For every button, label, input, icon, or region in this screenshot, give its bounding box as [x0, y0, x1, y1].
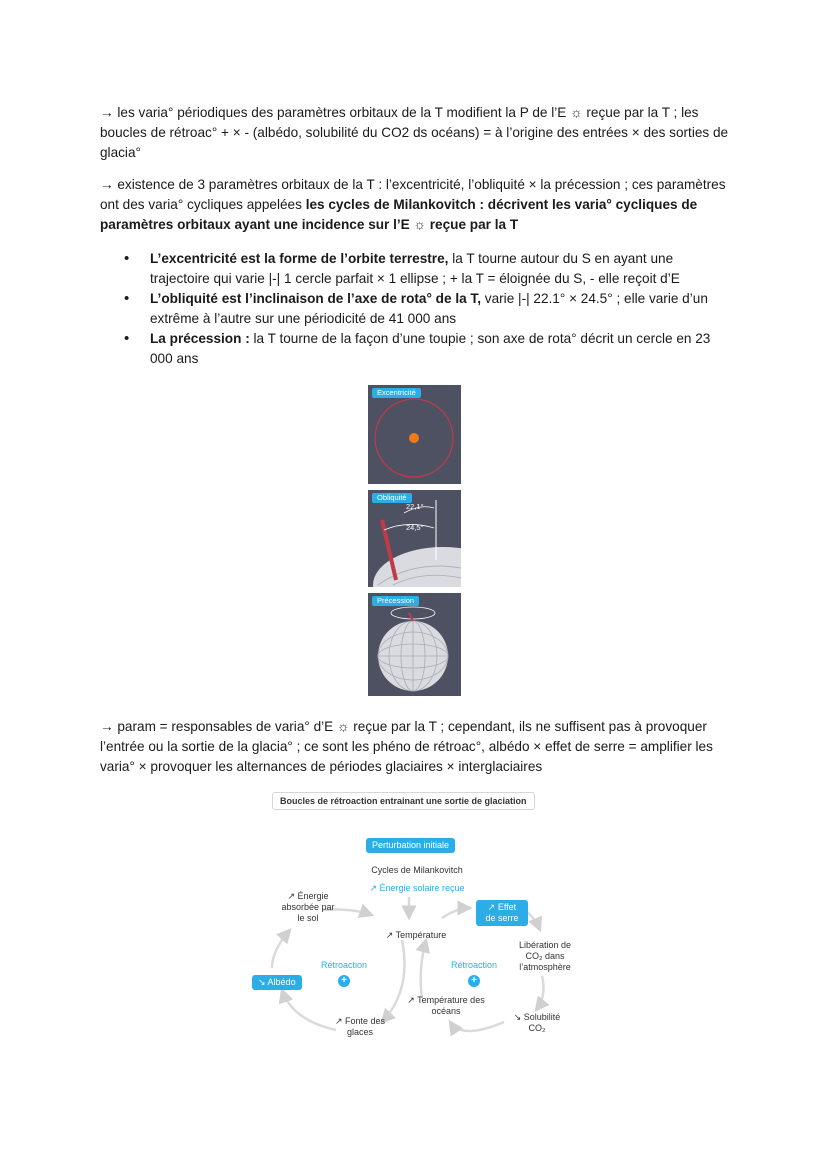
bullet-text: la T tourne autour du S en ayant une trajectoire qui varie |-| 1 cercle parfait × 1 ellipse ; + la T = éloignée du S, - elle reçoit d’E: [150, 251, 680, 286]
albedo-label: ↘ Albédo: [252, 975, 302, 990]
diagram-title: Boucles de rétroaction entrainant une sortie de glaciation: [272, 792, 535, 810]
bullet-precession: [124, 329, 730, 369]
paragraph-3: → param = responsables de varia° d’E ☼ reçue par la T ; cependant, ils ne suffisent pas à provoquer l’entrée ou la sortie de la glacia° ; ce sont les phéno de rétroac°, albédo × effet de serre = amplifier les varia° × provoquer les alternances de périodes glaciaires × interglaciaires: [100, 719, 713, 774]
precession-illustration: [368, 593, 461, 696]
milankovitch-label: Cycles de Milankovitch: [371, 865, 463, 875]
paragraph-1: → les varia° périodiques des paramètres orbitaux de la T modifient la P de l’E ☼ reçue par la T ; les boucles de rétroac° + × - (albédo, solubilité du CO2 ds océans) = à l’origine des entrées × des sorties de glacia°: [100, 105, 729, 160]
temperature-oceans-label: ↗ Température des océans: [407, 995, 485, 1016]
retroaction-right-label: Rétroaction: [450, 960, 498, 970]
angle-22-label: 22,1°: [406, 502, 424, 511]
plus-left-icon: +: [338, 975, 350, 987]
orbit-illustration: [368, 385, 461, 484]
bullet-bold: L’obliquité est l’inclinaison de l’axe de rota° de la T,: [150, 291, 482, 306]
plus-right-icon: +: [468, 975, 480, 987]
effet-de-serre-label: ↗ Effet de serre: [476, 900, 528, 926]
paragraph-2: [100, 175, 730, 235]
earth-shape: [373, 547, 461, 587]
energie-solaire-label: ↗ Énergie solaire reçue: [369, 883, 465, 893]
bullet-excentricite: [124, 249, 730, 289]
excentricite-figure: [368, 385, 461, 484]
bullet-text: la T tourne de la façon d’une toupie ; son axe de rota° décrit un cercle en 23 000 ans: [150, 331, 711, 366]
precession-figure: [368, 593, 461, 696]
solubilite-co2-label: ↘ Solubilité CO₂: [513, 1012, 561, 1033]
retroaction-left-label: Rétroaction: [320, 960, 368, 970]
feedback-diagram: [242, 790, 592, 1050]
energie-sol-label: ↗ Énergie absorbée par le sol: [281, 891, 335, 923]
bullet-bold: L’excentricité est la forme de l’orbite terrestre,: [150, 251, 449, 266]
obliquite-figure: [368, 490, 461, 587]
perturbation-initiale-label: Perturbation initiale: [366, 838, 455, 853]
sun-icon: [409, 433, 419, 443]
obliquite-tag: Obliquité: [372, 493, 412, 503]
excentricite-tag: Excentricité: [372, 388, 421, 398]
precession-circle: [391, 607, 435, 619]
fonte-glaces-label: ↗ Fonte des glaces: [334, 1016, 386, 1037]
paragraph-2-bold: les cycles de Milankovitch : décrivent les varia° cycliques de paramètres orbitaux ayant une incidence sur l’E ☼ reçue par la T: [100, 197, 698, 232]
bullet-bold: La précession :: [150, 331, 250, 346]
paragraph-2-text: → existence de 3 paramètres orbitaux de la T : l’excentricité, l’obliquité × la précession ; ces paramètres ont des varia° cycliques appelées: [100, 177, 726, 212]
precession-axis: [409, 613, 413, 621]
liberation-co2-label: Libération de CO₂ dans l’atmosphère: [518, 940, 572, 972]
precession-tag: Précession: [372, 596, 419, 606]
temperature-label: ↗ Température: [385, 930, 447, 940]
bullet-obliquite: [124, 289, 730, 329]
bullet-list: [124, 249, 730, 369]
bullet-text: varie |-| 22.1° × 24.5° ; elle varie d’un extrême à l’autre sur une périodicité de 41 000 ans: [150, 291, 708, 326]
angle-24-label: 24,5°: [406, 523, 424, 532]
